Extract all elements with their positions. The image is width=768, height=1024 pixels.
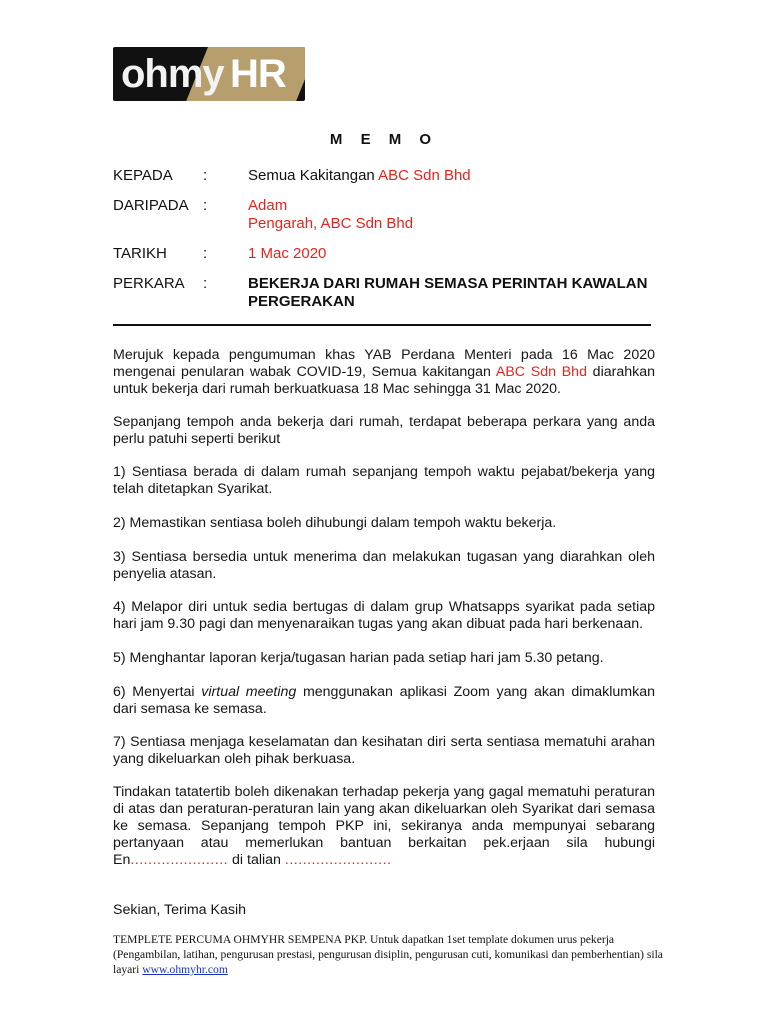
daripada-value [248,197,678,233]
daripada-label: DARIPADA [113,197,189,214]
item6-emphasis: virtual meeting [201,684,297,700]
list-item-5: 5) Menghantar laporan kerja/tugasan harian pada setiap hari jam 5.30 petang. [113,650,604,666]
kepada-label: KEPADA [113,167,173,184]
intro-text-b: diarahkan untuk bekerja dari rumah berkuatkuasa 18 Mac sehingga 31 Mac 2020. [113,364,655,397]
subject-line-2: PERGERAKAN [248,293,355,310]
subject [248,275,678,311]
tarikh-label: TARIKH [113,245,167,262]
kepada-text: Semua Kakitangan [248,167,379,184]
list-item-2: 2) Memastikan sentiasa boleh dihubungi dalam tempoh waktu bekerja. [113,515,557,531]
perkara-label: PERKARA [113,275,185,292]
intro-text-a: Merujuk kepada pengumuman khas YAB Perdana Menteri pada 16 Mac 2020 mengenai penularan wabak COVID-19, Semua kakitangan [113,347,655,380]
item6-text-b: menggunakan aplikasi Zoom yang akan dimaklumkan dari semasa ke semasa. [113,684,655,717]
subject-line-1: BEKERJA DARI RUMAH SEMASA PERINTAH KAWALAN [248,275,648,292]
footer-note [113,932,673,977]
perkara-colon: : [203,275,208,292]
header-divider [113,324,651,326]
memo-date: 1 Mac 2020 [248,245,327,262]
list-item-7: 7) Sentiasa menjaga keselamatan dan kesihatan diri serta sentiasa mematuhi arahan yang dikeluarkan oleh pihak berkuasa. [113,734,655,767]
list-item-3: 3) Sentiasa bersedia untuk menerima dan melakukan tugasan yang diarahkan oleh penyelia atasan. [113,549,655,582]
memo-title: M E M O [329,131,439,148]
signoff: Sekian, Terima Kasih [113,902,247,918]
contact-phone-blank: ........................ [284,852,392,868]
closing-text-a: Tindakan tatatertib boleh dikenakan terhadap pekerja yang gagal mematuhi peraturan di atas dan peraturan-peraturan lain yang akan dikeluarkan oleh Syarikat dari semasa ke semasa. Sepanjang tempoh PKP ini, sekiranya anda mempunyai sebarang pertanyaan atau memerlukan bantuan berkaitan pek.erjaan sila hubungi En [113,784,655,868]
sender-position: Pengarah, ABC Sdn Bhd [248,215,414,232]
list-item-6 [113,684,655,718]
kepada-value [248,167,678,185]
tarikh-colon: : [203,245,208,262]
logo-text-hr: HR [230,52,286,96]
contact-name-blank: ...................... [130,852,229,868]
kepada-company: ABC Sdn Bhd [378,167,471,184]
sender-name: Adam [248,197,288,214]
closing-paragraph [113,784,655,869]
footer-text: TEMPLETE PERCUMA OHMYHR SEMPENA PKP. Untuk dapatkan 1set template dokumen urus pekerja (Pengambilan, latihan, pengurusan prestasi, pengurusan disiplin, pengurusan cuti, komunikasi dan pemberhentian) sila layari [113,933,663,976]
closing-text-b: di talian [228,852,285,868]
list-item-4: 4) Melapor diri untuk sedia bertugas di dalam grup Whatsapps syarikat pada setiap hari jam 9.30 pagi dan menyenaraikan tugas yang akan dibuat pada hari berkenaan. [113,599,655,632]
daripada-colon: : [203,197,208,214]
logo-text-ohmy: ohmy [121,52,224,96]
list-item-1: 1) Sentiasa berada di dalam rumah sepanjang tempoh waktu pejabat/bekerja yang telah ditetapkan Syarikat. [113,464,655,497]
intro-paragraph [113,347,655,398]
intro-company: ABC Sdn Bhd [495,364,587,380]
kepada-colon: : [203,167,208,184]
item6-text-a: 6) Menyertai [113,684,202,700]
ohmyhr-logo [113,47,305,101]
ohmyhr-website-link[interactable]: www.ohmyhr.com [142,963,228,976]
lead-paragraph: Sepanjang tempoh anda bekerja dari rumah, terdapat beberapa perkara yang anda perlu patuhi seperti berikut [113,414,655,447]
